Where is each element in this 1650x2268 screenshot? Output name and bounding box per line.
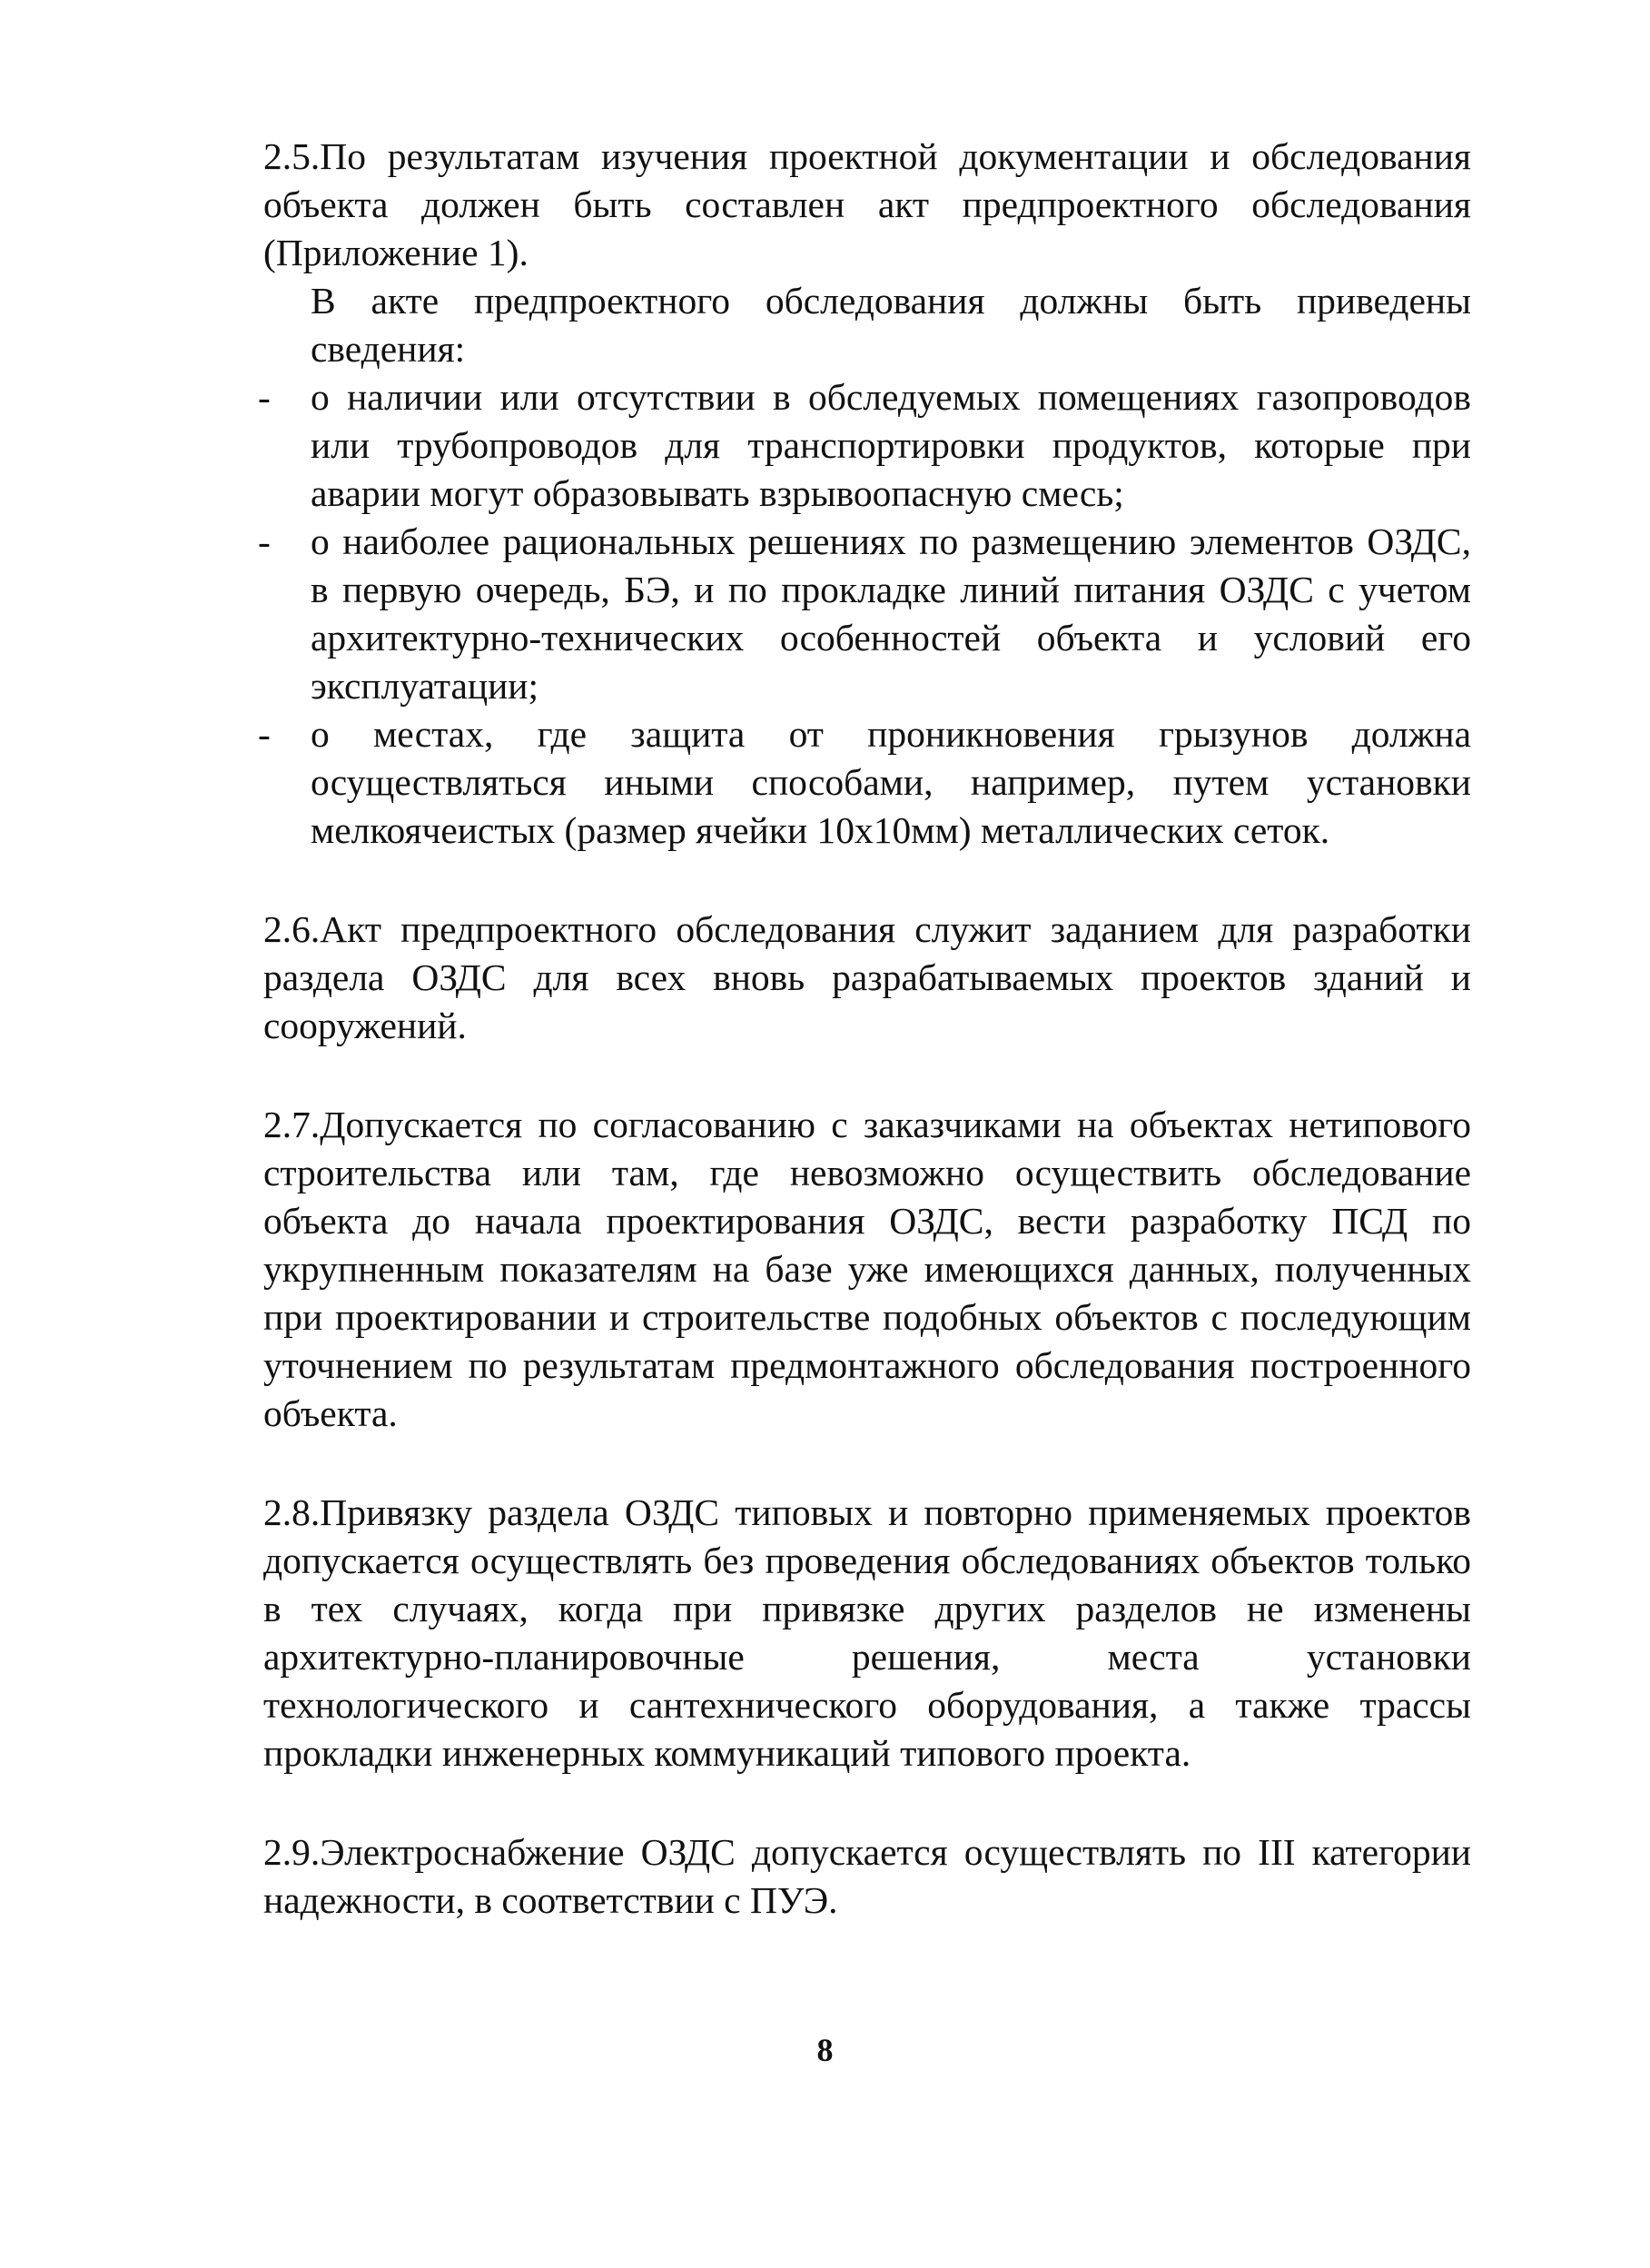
paragraph-2-8: 2.8.Привязку раздела ОЗДС типовых и повторно применяемых проектов допускается осуществлять без проведения обследованиях объектов только в тех случаях, когда при привязке других разделов не изменены архитектурно-планировочные решения, места установки технологического и сантехнического оборудования, а также трассы прокладки инженерных коммуникаций типового проекта. xyxy=(263,1491,1471,1774)
bullet-dash: - xyxy=(258,520,271,562)
paragraph-2-6: 2.6.Акт предпроектного обследования служит заданием для разработки раздела ОЗДС для всех вновь разрабатываемых проектов зданий и сооружений. xyxy=(263,908,1471,1046)
bullet-dash: - xyxy=(258,713,271,755)
paragraph-2-5: 2.5.По результатам изучения проектной документации и обследования объекта должен быть составлен акт предпроектного обследования (Приложение 1). xyxy=(263,135,1471,273)
list-item-text: о местах, где защита от проникновения грызунов должна осуществляться иными способами, например, путем установки мелкоячеистых (размер ячейки 10х10мм) металлических сеток. xyxy=(311,713,1471,851)
list-item-text: о наличии или отсутствии в обследуемых помещениях газопроводов или трубопроводов для транспортировки продуктов, которые при аварии могут образовывать взрывоопасную смесь; xyxy=(311,376,1471,514)
page-number: 8 xyxy=(816,2032,834,2068)
paragraph-2-7: 2.7.Допускается по согласованию с заказчиками на объектах нетипового строительства или там, где невозможно осуществить обследование объекта до начала проектирования ОЗДС, вести разработку ПСД по укрупненным показателям на базе уже имеющихся данных, полученных при проектировании и строительстве подобных объектов с последующим уточнением по результатам предмонтажного обследования построенного объекта. xyxy=(263,1104,1471,1434)
list-item-text: о наиболее рациональных решениях по размещению элементов ОЗДС, в первую очередь, БЭ, и по прокладке линий питания ОЗДС с учетом архитектурно-технических особенностей объекта и условий его эксплуатации; xyxy=(311,520,1471,707)
paragraph-intro: В акте предпроектного обследования должны быть приведены сведения: xyxy=(311,280,1471,370)
list-item xyxy=(258,518,1471,710)
list-item xyxy=(258,710,1471,855)
paragraph-gap xyxy=(263,855,1471,906)
paragraph-gap xyxy=(263,1438,1471,1489)
paragraph-gap xyxy=(263,1778,1471,1828)
document-body xyxy=(258,133,1471,1925)
bullet-dash: - xyxy=(258,376,271,418)
list-item xyxy=(258,373,1471,518)
paragraph-2-9: 2.9.Электроснабжение ОЗДС допускается осуществлять по III категории надежности, в соответствии с ПУЭ. xyxy=(263,1831,1471,1921)
bullet-list xyxy=(258,373,1471,855)
paragraph-gap xyxy=(263,1050,1471,1101)
